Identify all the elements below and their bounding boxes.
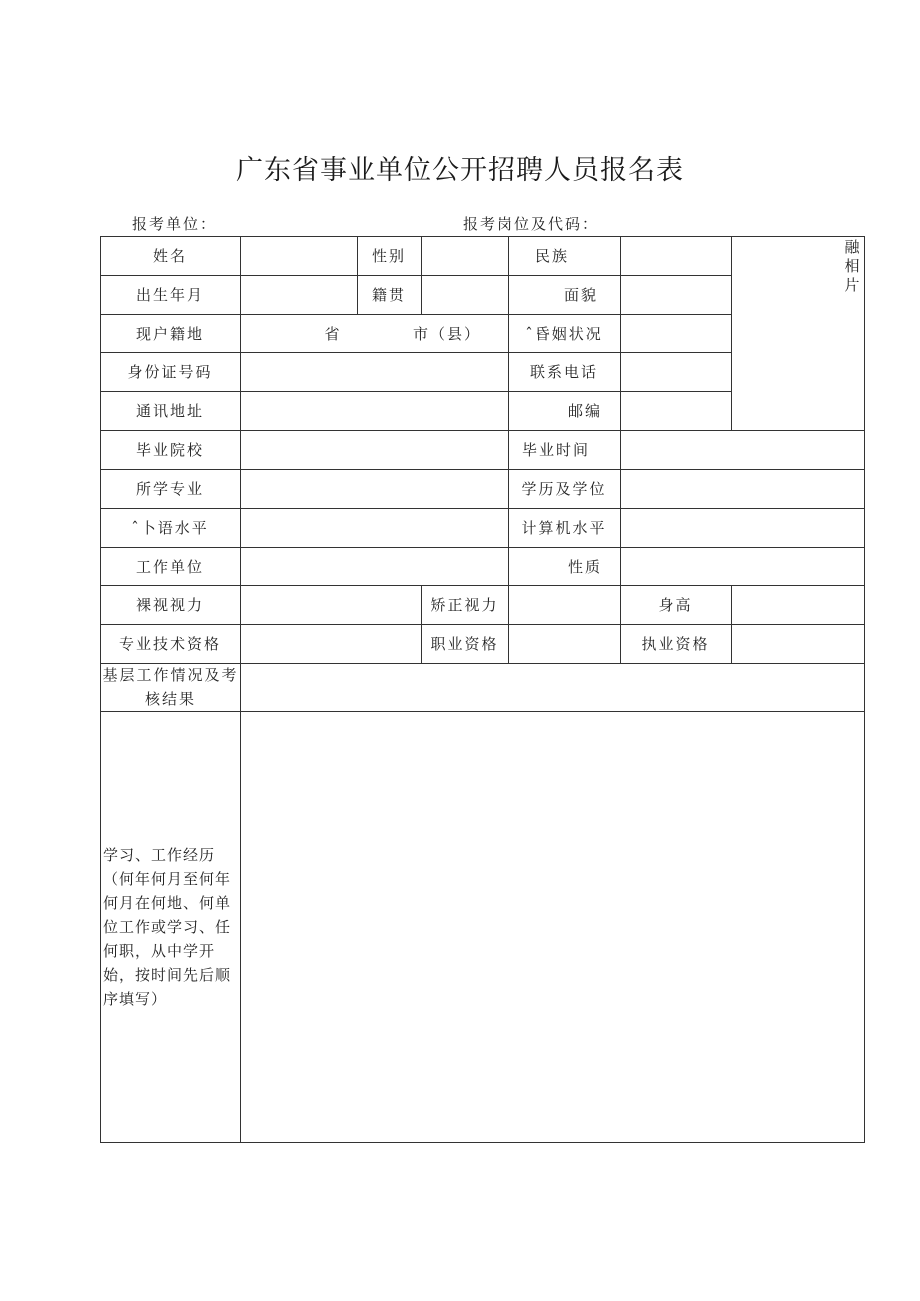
phone-label: 联系电话 [529, 363, 598, 381]
grad-time-label: 毕业时间 [521, 441, 590, 459]
degree-label: 学历及学位 [521, 480, 607, 498]
postcode-label: 邮编 [567, 402, 602, 420]
apply-unit-label: 报考单位： [132, 215, 218, 233]
grassroots-label: 基层工作情况及考核结果 [102, 666, 239, 708]
residence-province-label: 省 [324, 324, 342, 343]
name-label: 姓名 [152, 247, 187, 265]
prof-qual-label: 职业资格 [430, 635, 499, 653]
marital-status-label: ˆ昏姻状况 [525, 324, 603, 343]
native-place-label: 籍贯 [371, 286, 406, 304]
computer-label: 计算机水平 [521, 519, 607, 537]
height-label: 身高 [658, 596, 693, 614]
apply-post-label: 报考岗位及代码： [463, 215, 600, 233]
birth-label: 出生年月 [135, 286, 204, 304]
tech-qual-label: 专业技术资格 [118, 635, 221, 653]
address-label: 通讯地址 [135, 402, 204, 420]
naked-vision-label: 裸视视力 [135, 596, 204, 614]
school-label: 毕业院校 [135, 441, 204, 459]
gender-label: 性别 [371, 247, 406, 265]
experience-label: 学习、工作经历（何年何月至何年何月在何地、何单位工作或学习、任何职，从中学开始，按时间先后顺序填写） [103, 845, 232, 1008]
foreign-lang-label: ˆ卜语水平 [131, 519, 209, 537]
work-unit-label: 工作单位 [135, 557, 204, 576]
corrected-vision-label: 矫正视力 [430, 596, 499, 614]
residence-city-label: 市（县） [412, 324, 481, 343]
id-number-label: 身份证号码 [127, 363, 213, 381]
form-title: 广东省事业单位公开招聘人员报名表 [236, 155, 684, 186]
photo-area-label: 融 相 片 [844, 238, 860, 294]
political-status-label: 面貌 [563, 286, 598, 304]
residence-label: 现户籍地 [135, 324, 204, 343]
nature-label: 性质 [567, 557, 602, 576]
practice-qual-label: 执业资格 [641, 635, 710, 653]
major-label: 所学专业 [135, 480, 204, 498]
ethnicity-label: 民族 [534, 247, 569, 265]
